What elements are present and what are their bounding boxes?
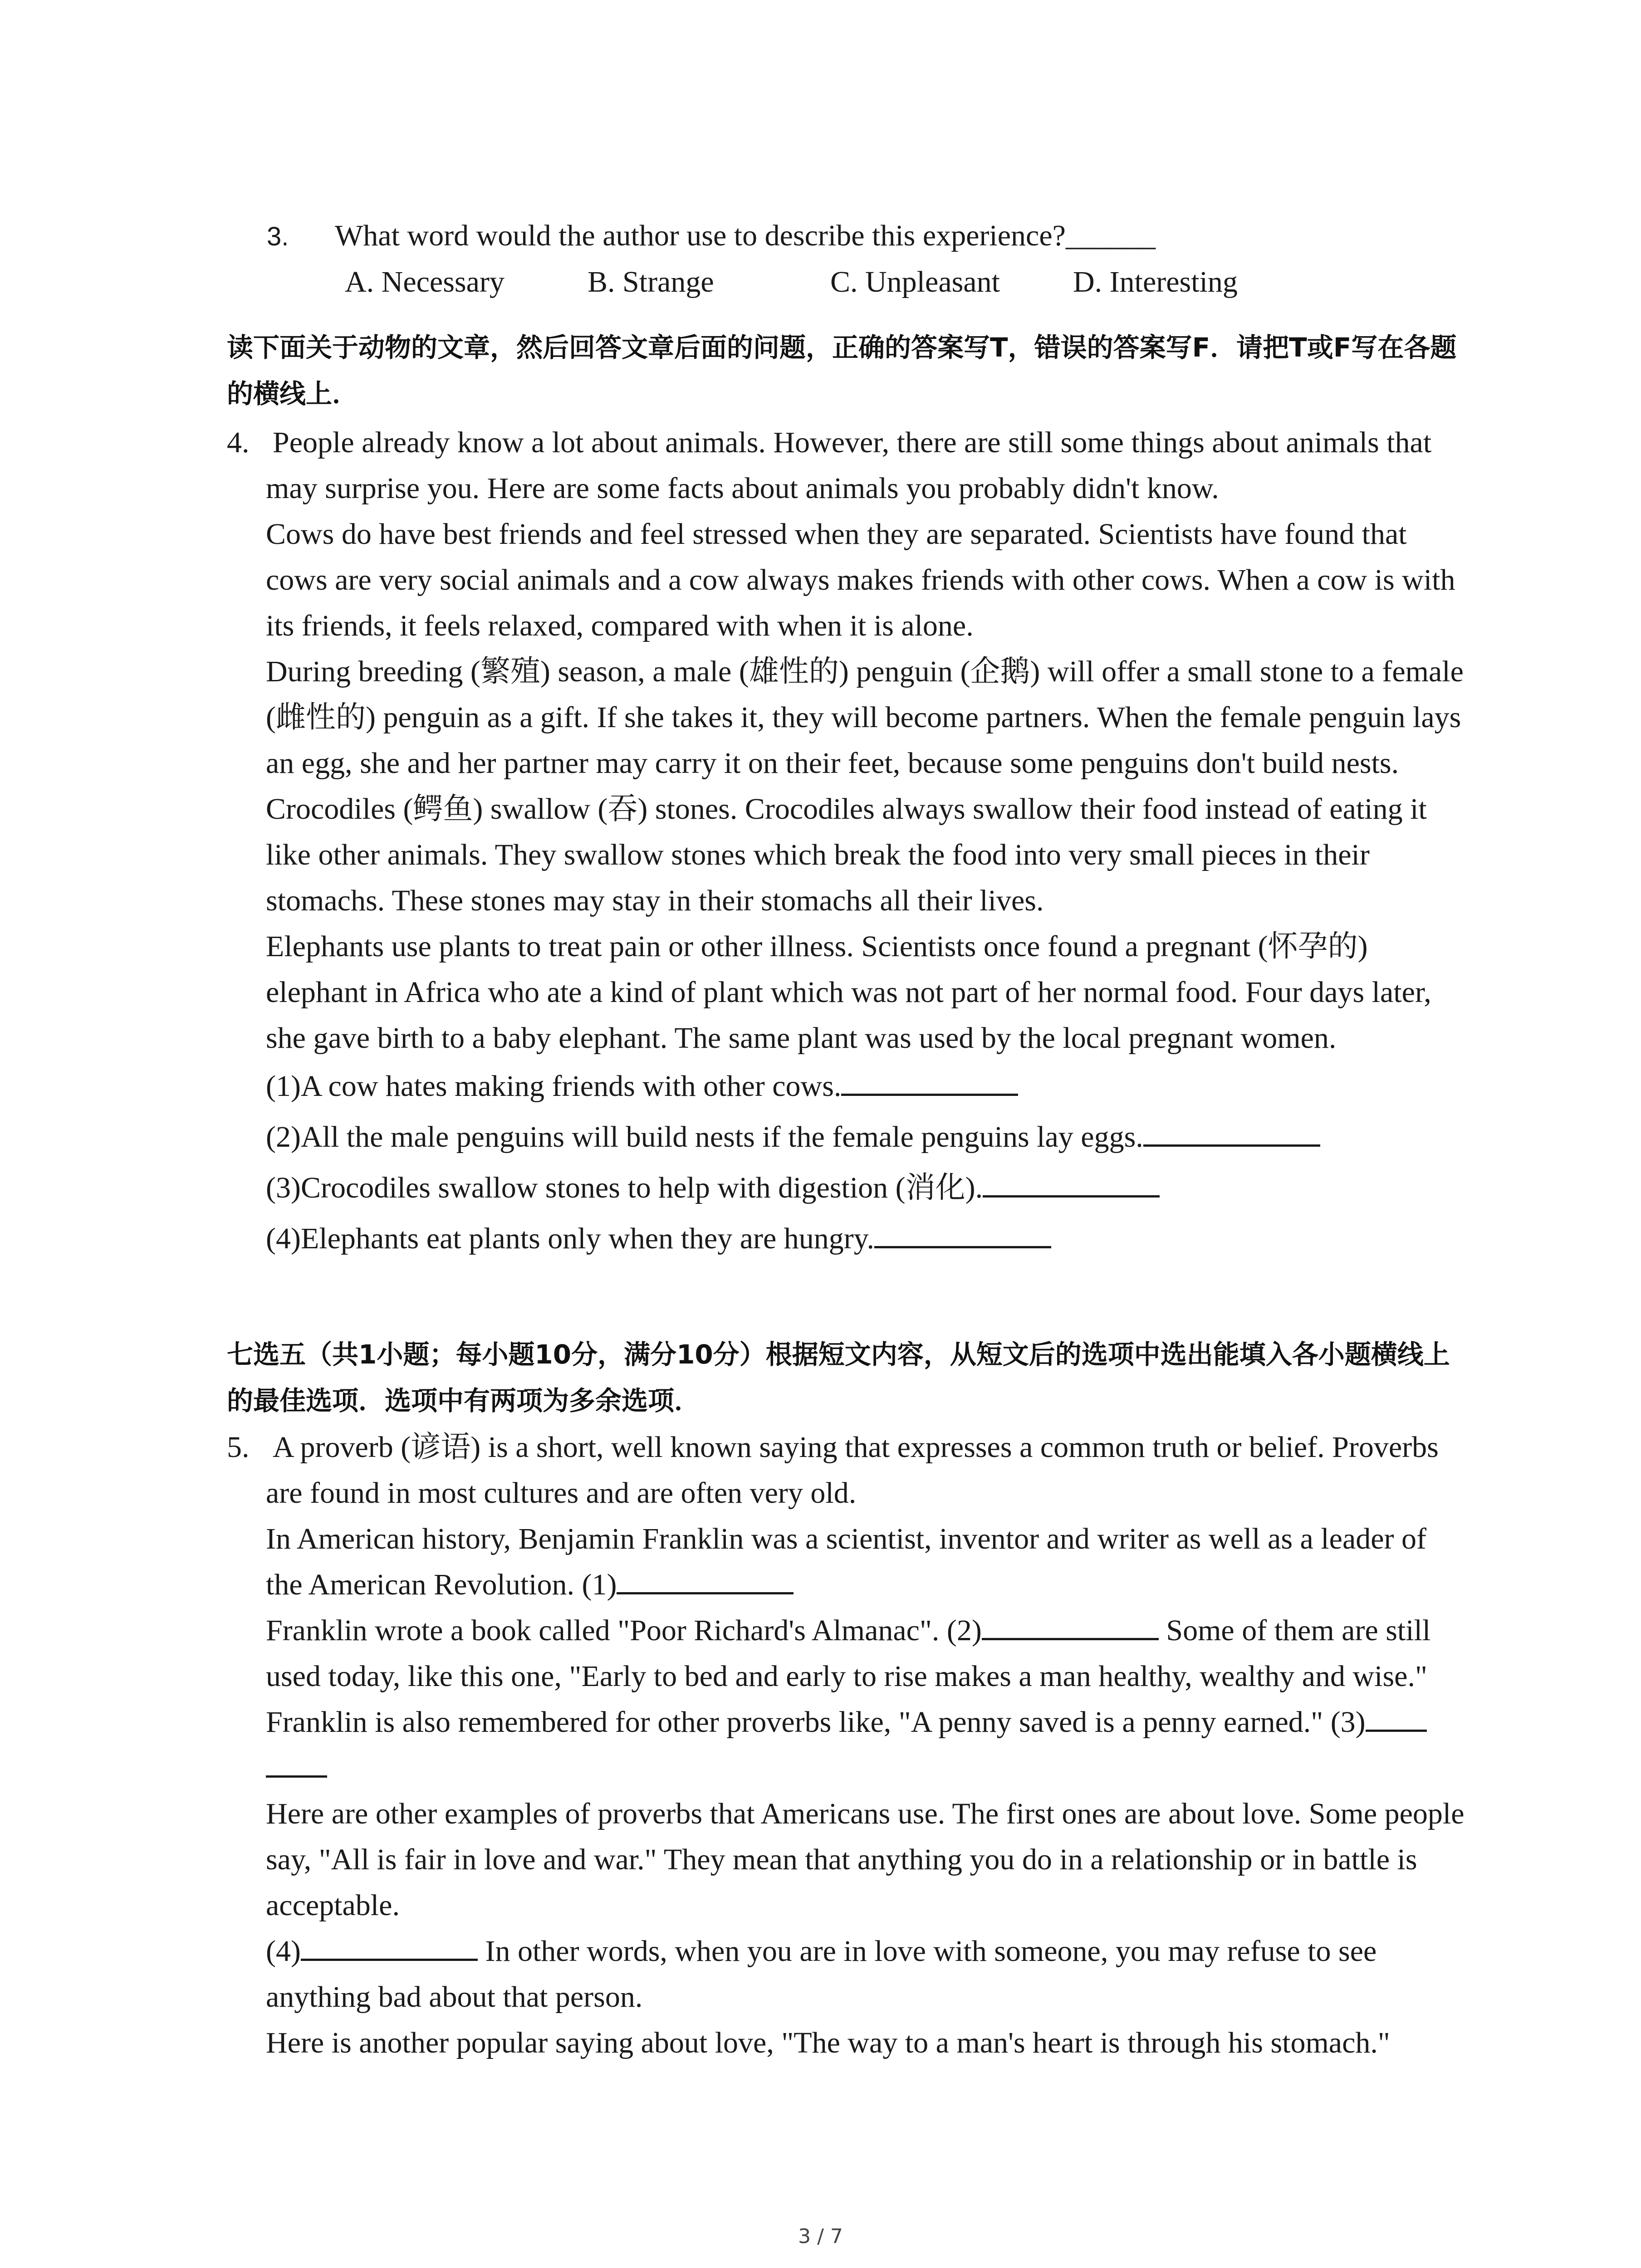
passage-paragraph: Elephants use plants to treat pain or other illness. Scientists once found a pregnant (怀孕的) elephant in Africa who ate a kind of plant which was not part of her normal food. Four days later, she gave birth to a baby elephant. The same plant was used by the local pregnant women. <box>266 930 1431 1055</box>
answer-blank[interactable] <box>982 1612 1159 1640</box>
passage-paragraph <box>227 1928 1470 2020</box>
option-a: A. Necessary <box>345 265 505 298</box>
option-b: B. Strange <box>588 265 714 298</box>
passage-paragraph: Here are other examples of proverbs that Americans use. The first ones are about love. Some people say, "All is fair in love and war." They mean that anything you do in a relationship or in battle is acceptable. <box>266 1797 1465 1922</box>
answer-blank-continued[interactable] <box>266 1749 327 1778</box>
passage-paragraph <box>227 1516 1470 1608</box>
page-number: 3 / 7 <box>798 2225 843 2248</box>
passage-paragraph <box>227 1608 1470 1699</box>
answer-blank[interactable] <box>301 1932 478 1961</box>
option-c: C. Unpleasant <box>830 265 1000 298</box>
item-text: (3)Crocodiles swallow stones to help with digestion (消化). <box>266 1171 983 1204</box>
question-text: What word would the author use to describe this experience?______ <box>335 219 1156 252</box>
answer-blank[interactable] <box>874 1220 1051 1248</box>
paragraph-text: Franklin is also remembered for other proverbs like, "A penny saved is a penny earned." (3) <box>266 1706 1366 1739</box>
paragraph-text: (4) <box>266 1935 301 1968</box>
passage-paragraph <box>227 1699 1470 1791</box>
item-text: (1)A cow hates making friends with other cows. <box>266 1070 842 1103</box>
passage-paragraph: Here is another popular saying about love, "The way to a man's heart is through his stomach." <box>266 2026 1390 2059</box>
passage-paragraph: Crocodiles (鳄鱼) swallow (吞) stones. Crocodiles always swallow their food instead of eating it like other animals. They swallow stones which break the food into very small pieces in their stomachs. These stones may stay in their stomachs all their lives. <box>266 792 1427 917</box>
question-4 <box>227 420 1470 1264</box>
answer-blank[interactable] <box>1143 1118 1320 1147</box>
passage-paragraph: During breeding (繁殖) season, a male (雄性的) penguin (企鹅) will offer a small stone to a female (雌性的) penguin as a gift. If she takes it, they will become partners. When the female penguin lays an egg, she and her partner may carry it on their feet, because some penguins don't build nests. <box>266 655 1464 780</box>
section-instruction: 七选五（共1小题；每小题10分，满分10分）根据短文内容，从短文后的选项中选出能填入各小题横线上的最佳选项．选项中有两项为多余选项． <box>227 1339 1450 1416</box>
question-3 <box>267 213 1156 259</box>
question-number: 3. <box>267 222 289 251</box>
paragraph-text: In American history, Benjamin Franklin was a scientist, inventor and writer as well as a leader of the American Revolution. (1) <box>266 1522 1426 1601</box>
true-false-item <box>227 1213 1470 1264</box>
question-3-options <box>345 259 1238 305</box>
section-instruction: 读下面关于动物的文章，然后回答文章后面的问题，正确的答案写T，错误的答案写F．请把T或F写在各题的横线上． <box>227 332 1457 409</box>
item-text: (2)All the male penguins will build nests if the female penguins lay eggs. <box>266 1120 1143 1154</box>
passage-paragraph: People already know a lot about animals. However, there are still some things about animals that may surprise you. Here are some facts about animals you probably didn't know. <box>266 426 1432 505</box>
question-number: 4. <box>227 426 250 459</box>
paragraph-text: Franklin wrote a book called "Poor Richard's Almanac". (2) <box>266 1614 982 1647</box>
answer-blank[interactable] <box>841 1067 1018 1096</box>
passage-paragraph: A proverb (谚语) is a short, well known saying that expresses a common truth or belief. Proverbs are found in most cultures and are often very old. <box>266 1431 1439 1510</box>
answer-blank[interactable] <box>983 1169 1160 1198</box>
paragraph-text: In other words, when you are in love with someone, you may refuse to see anything bad about that person. <box>266 1935 1377 2014</box>
true-false-item <box>227 1163 1470 1213</box>
answer-blank[interactable] <box>1366 1703 1427 1732</box>
item-text: (4)Elephants eat plants only when they are hungry. <box>266 1222 874 1255</box>
question-5 <box>227 1424 1470 2066</box>
answer-blank[interactable] <box>617 1566 794 1594</box>
passage-paragraph: Cows do have best friends and feel stressed when they are separated. Scientists have found that cows are very social animals and a cow always makes friends with other cows. When a cow is with its friends, it feels relaxed, compared with when it is alone. <box>266 518 1455 642</box>
option-d: D. Interesting <box>1073 265 1238 298</box>
question-number: 5. <box>227 1431 250 1464</box>
paragraph-text: Some of them are still used today, like this one, "Early to bed and early to rise makes a man healthy, wealthy and wise." <box>266 1614 1431 1693</box>
true-false-item <box>227 1061 1470 1112</box>
true-false-item <box>227 1112 1470 1163</box>
